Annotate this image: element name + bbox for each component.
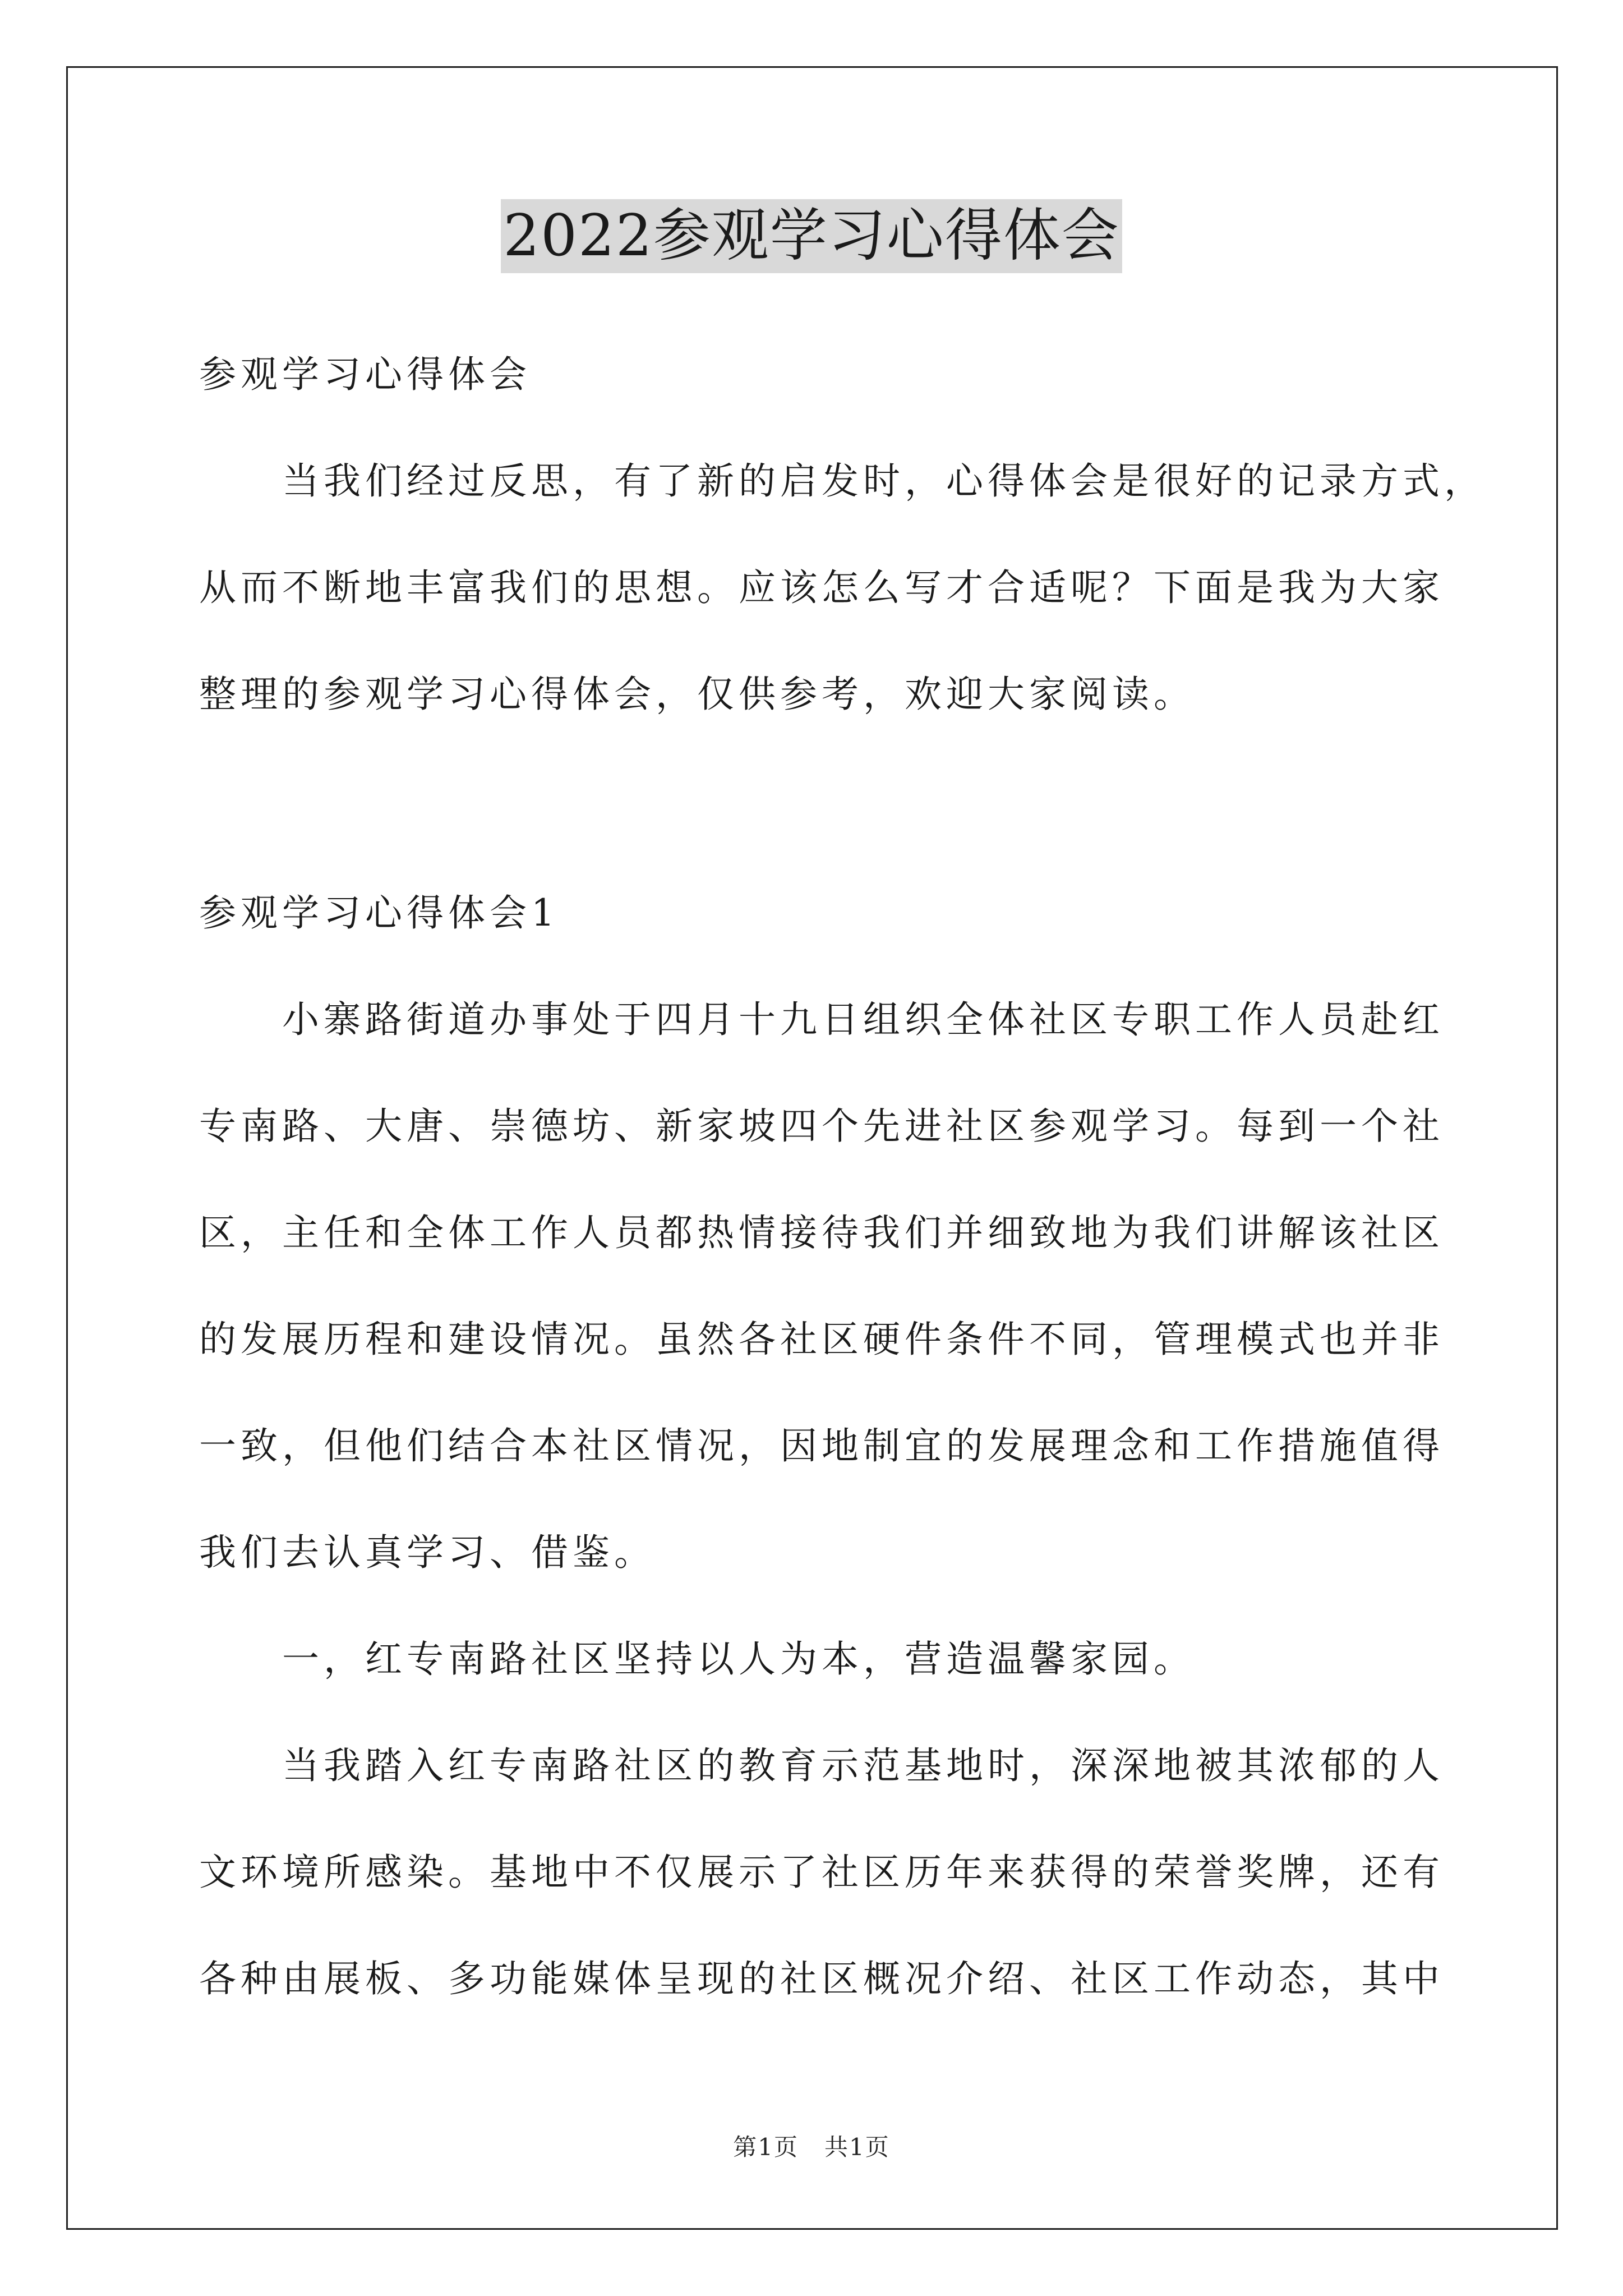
point-one-paragraph [199,1637,1467,1743]
section-heading-line: 参观学习心得体会1 [199,891,559,935]
paragraph-line: 区，主任和全体工作人员都热情接待我们并细致地为我们讲解该社区 [199,1211,1444,1254]
section-paragraph-1 [199,997,1467,1637]
paragraph-line: 文环境所感染。基地中不仅展示了社区历年来获得的荣誉奖牌，还有 [199,1851,1444,1894]
paragraph-line: 我们去认真学习、借鉴。 [199,1531,656,1574]
intro-paragraph [199,459,1486,779]
subtitle-line: 参观学习心得体会 [199,353,531,396]
paragraph-line: 当我踏入红专南路社区的教育示范基地时，深深地被其浓郁的人 [282,1744,1444,1787]
title-container [0,199,1623,273]
section-heading [199,891,1467,997]
section-paragraph-2 [199,1743,1467,2063]
paragraph-line: 的发展历程和建设情况。虽然各社区硬件条件不同，管理模式也并非 [199,1318,1444,1361]
paragraph-line: 专南路、大唐、崇德坊、新家坡四个先进社区参观学习。每到一个社 [199,1105,1444,1148]
paragraph-line: 一致，但他们结合本社区情况，因地制宜的发展理念和工作措施值得 [199,1424,1444,1467]
paragraph-line: 整理的参观学习心得体会，仅供参考，欢迎大家阅读。 [199,673,1195,716]
paragraph-line: 一，红专南路社区坚持以人为本，营造温馨家园。 [282,1637,1195,1681]
paragraph-line: 小寨路街道办事处于四月十九日组织全体社区专职工作人员赴红 [282,998,1444,1041]
page-footer: 第1页 共1页 [733,2133,890,2161]
document-title: 2022参观学习心得体会 [501,199,1122,273]
paragraph-line: 各种由展板、多功能媒体呈现的社区概况介绍、社区工作动态，其中 [199,1957,1444,2000]
paragraph-line: 当我们经过反思，有了新的启发时，心得体会是很好的记录方式， [282,459,1486,503]
document-subtitle [199,352,1467,459]
paragraph-line: 从而不断地丰富我们的思想。应该怎么写才合适呢？下面是我为大家 [199,566,1444,609]
